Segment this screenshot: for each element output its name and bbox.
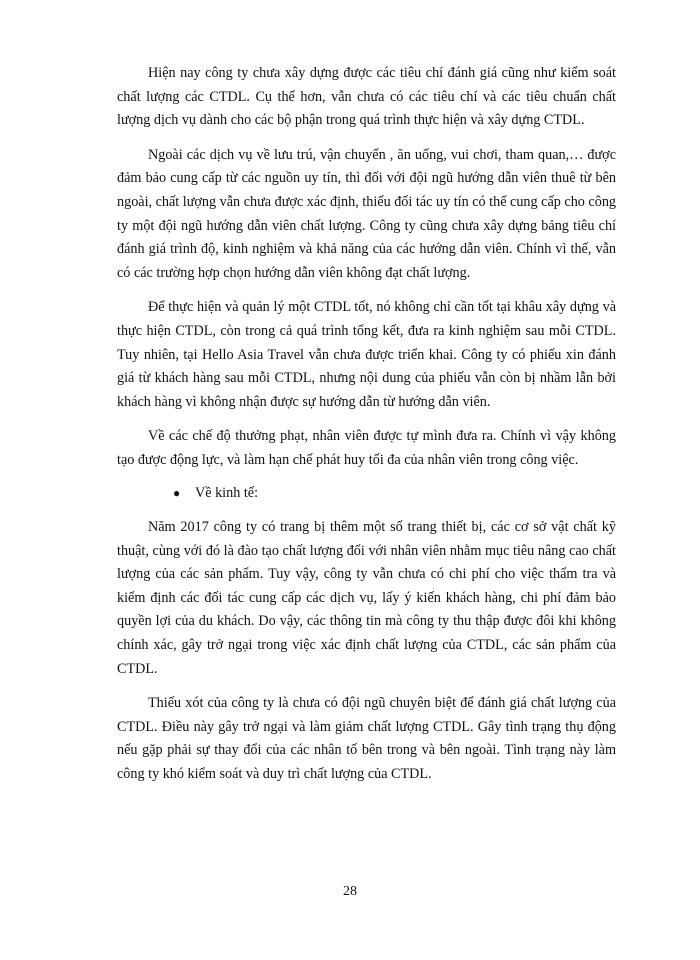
bullet-icon: ● [173,485,181,500]
bullet-heading: Về kinh tế: [195,484,259,501]
paragraph-economy-2017: Năm 2017 công ty có trang bị thêm một số trang thiết bị, các cơ sở vật chất kỹ thuật, cùng với đó là đào tạo chất lượng đối với nhân viên nhằm mục tiêu nâng cao chất lượng của các sản phẩm. Tuy vậy, công ty vẫn chưa có chi phí cho việc thẩm tra và kiểm định các đối tác cung cấp các dịch vụ, lấy ý kiến khách hàng, chi phí đảm bảo quyền lợi của du khách. Do vậy, các thông tin mà công ty thu thập được đôi khi không chính xác, gây trở ngại trong việc xác định chất lượng của CTDL, các sản phẩm của CTDL. [117,519,616,677]
paragraph-program-review: Để thực hiện và quản lý một CTDL tốt, nó không chỉ cần tốt tại khâu xây dựng và thực hiện CTDL, còn trong cả quá trình tổng kết, đưa ra kinh nghiệm sau mỗi CTDL. Tuy nhiên, tại Hello Asia Travel vẫn chưa được triển khai. Công ty có phiếu xin đánh giá từ khách hàng sau mỗi CTDL, nhưng nội dung của phiếu vẫn còn bị nhầm lẫn bởi khách hàng vì không nhận được sự hướng dẫn từ hướng dẫn viên. [117,299,616,410]
paragraph-quality-criteria: Hiện nay công ty chưa xây dựng được các tiêu chí đánh giá cũng như kiểm soát chất lượng các CTDL. Cụ thể hơn, vẫn chưa có các tiêu chí và các tiêu chuẩn chất lượng dịch vụ dành cho các bộ phận trong quá trình thực hiện và xây dựng CTDL. [117,65,616,129]
paragraph-shortcomings: Thiếu xót của công ty là chưa có đội ngũ chuyên biệt để đánh giá chất lượng của CTDL. Điều này gây trở ngại và làm giảm chất lượng CTDL. Gây tình trạng thụ động nếu gặp phải sự thay đổi của các nhân tố bên trong và bên ngoài. Tình trạng này làm công ty khó kiểm soát và duy trì chất lượng của CTDL. [117,695,616,783]
page-number: 28 [343,884,357,899]
paragraph-rewards: Về các chế độ thưởng phạt, nhân viên được tự mình đưa ra. Chính vì vậy không tạo được động lực, và làm hạn chế phát huy tối đa của nhân viên trong công việc. [117,428,616,468]
paragraph-tour-guides: Ngoài các dịch vụ về lưu trú, vận chuyển , ăn uống, vui chơi, tham quan,… được đảm bảo cung cấp từ các nguồn uy tín, thì đối với đội ngũ hướng dẫn viên thuê từ bên ngoài, chất lượng vẫn chưa được xác định, thiếu đối tác uy tín có thể cung cấp cho công ty một đội ngũ hướng dẫn viên chất lượng. Công ty cũng chưa xây dựng bảng tiêu chí đánh giá trình độ, kinh nghiệm và khả năng của các hướng dẫn viên. Chính vì thế, vẫn có các trường hợp chọn hướng dẫn viên không đạt chất lượng. [117,146,617,281]
bullet-economy [117,482,616,506]
body-text [117,62,616,798]
